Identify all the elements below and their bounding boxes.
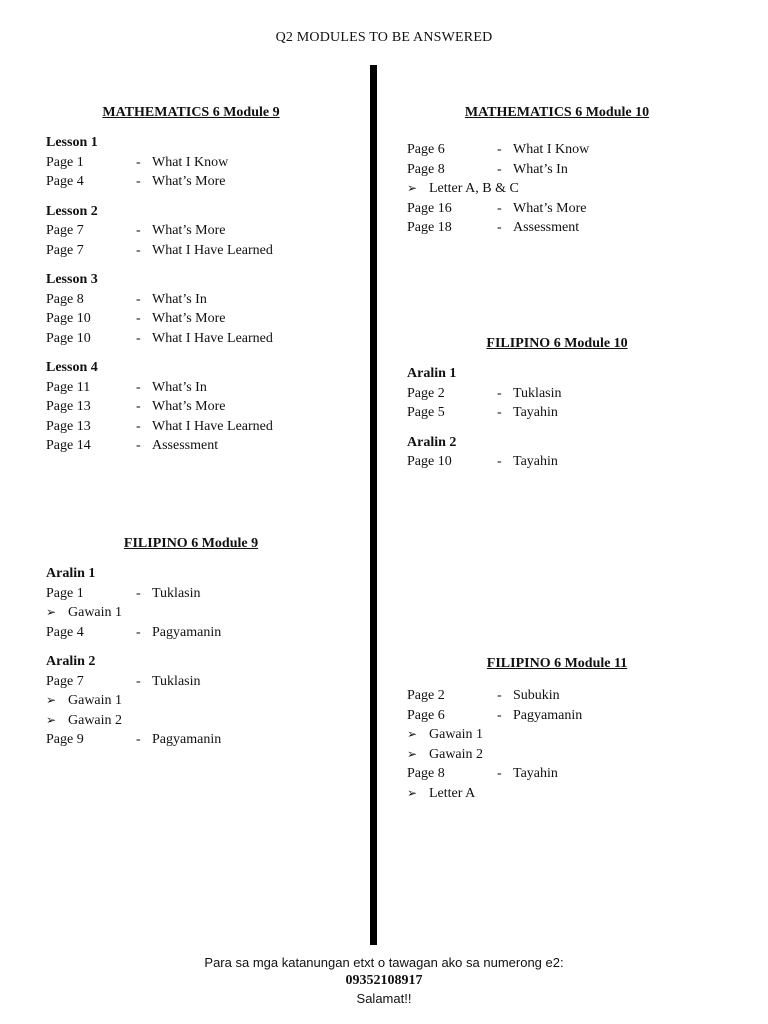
activity-name: What I Have Learned [152,242,273,258]
filipino-module-10-section [407,336,707,472]
page-row [46,153,336,173]
vertical-divider [370,65,377,945]
activity-name: What’s More [152,399,226,414]
page-number: Page 10 [407,454,452,469]
dash-bullet: - [497,220,502,235]
page-number: Page 2 [407,688,445,703]
sub-item-label: Letter A, B & C [429,181,519,196]
page-row [407,452,707,472]
page-number: Page 13 [46,418,91,434]
dash-bullet: - [497,688,502,703]
page-row [46,417,336,437]
sub-item-label: Gawain 2 [429,746,484,762]
activity-name: What I Know [513,142,590,157]
section-title: MATHEMATICS 6 Module 9 [102,105,280,120]
sub-item-label: Gawain 1 [429,727,484,742]
page-number: Page 6 [407,142,445,157]
page-number: Page 4 [46,624,84,640]
dash-bullet: - [136,311,141,326]
math-module-10-section [407,105,707,238]
page-row [407,218,707,238]
activity-name: Subukin [513,688,560,703]
arrow-bullet-icon: ➢ [407,727,418,741]
activity-name: What’s More [152,311,226,326]
thanks-note: Salamat!! [356,991,412,1006]
arrow-bullet-icon: ➢ [407,746,418,761]
activity-name: Tuklasin [152,673,201,689]
group-block [407,364,707,423]
page-title: Q2 MODULES TO BE ANSWERED [275,30,493,45]
group-block [46,202,336,261]
page-number: Page 1 [46,585,84,601]
activity-name: What I Know [152,154,229,170]
sub-item-label: Gawain 1 [68,693,123,708]
page-row [46,221,336,241]
page-number: Page 7 [46,242,84,258]
dash-bullet: - [136,174,141,189]
aralin-list [46,564,336,750]
page-row [46,309,336,329]
group-block [407,433,707,472]
group-title: Lesson 3 [46,272,98,287]
group-title: Lesson 1 [46,135,98,150]
activity-name: Assessment [152,438,219,453]
dash-bullet: - [497,766,502,781]
group-title: Aralin 1 [407,366,457,381]
arrow-bullet-icon: ➢ [46,712,57,727]
arrow-bullet-icon: ➢ [46,693,57,707]
sub-item-label: Gawain 2 [68,712,123,728]
page-row [46,241,336,261]
dash-bullet: - [136,585,141,601]
activity-name: What’s In [513,161,568,177]
activity-name: Tayahin [513,766,558,781]
dash-bullet: - [136,330,141,346]
dash-bullet: - [136,223,141,238]
page-row [407,403,707,423]
page-row [407,199,707,219]
page-number: Page 18 [407,220,452,235]
page-row [407,384,707,404]
page-number: Page 4 [46,174,84,189]
activity-name: Assessment [513,220,580,235]
group-block [407,686,707,803]
activity-name: Pagyamanin [152,624,222,640]
group-title: Lesson 2 [46,203,98,219]
page-number: Page 9 [46,732,84,747]
dash-bullet: - [497,161,502,177]
dash-bullet: - [497,385,502,401]
dash-bullet: - [136,154,141,170]
arrow-bullet-icon: ➢ [407,181,418,195]
page-row [46,623,336,643]
activity-name: Tayahin [513,405,558,420]
sub-item [407,745,707,765]
aralin-list [407,364,707,472]
group-block [46,564,336,642]
page-list [407,686,707,803]
page-number: Page 8 [407,161,445,177]
page-number: Page 1 [46,154,84,170]
dash-bullet: - [136,379,141,395]
page-number: Page 8 [407,766,445,781]
dash-bullet: - [136,673,141,689]
activity-name: What’s More [152,223,226,238]
group-block [46,358,336,456]
page-number: Page 13 [46,399,91,414]
math-module-9-section [46,105,336,456]
activity-name: What’s In [152,291,207,307]
sub-item-label: Letter A [429,785,476,801]
dash-bullet: - [497,405,502,420]
section-title: FILIPINO 6 Module 10 [486,336,628,351]
group-block [46,270,336,348]
dash-bullet: - [136,624,141,640]
dash-bullet: - [136,242,141,258]
activity-name: What I Have Learned [152,330,273,346]
activity-name: What’s In [152,379,207,395]
arrow-bullet-icon: ➢ [46,605,57,619]
activity-name: What’s More [513,200,587,216]
sub-item [46,691,336,711]
footer [0,954,768,1008]
lesson-list [46,133,336,456]
page-number: Page 14 [46,438,91,453]
filipino-module-11-section [407,656,707,803]
page-row [407,160,707,180]
dash-bullet: - [136,291,141,307]
contact-note: Para sa mga katanungan etxt o tawagan ako sa numerong e2: [204,955,564,970]
activity-name: Tayahin [513,454,558,469]
activity-name: Pagyamanin [513,707,583,723]
page-list [407,140,707,238]
page-number: Page 11 [46,379,91,395]
page-row [407,140,707,160]
page-number: Page 7 [46,223,84,238]
dash-bullet: - [497,454,502,469]
page-row [46,290,336,310]
section-title: FILIPINO 6 Module 9 [123,536,259,551]
page-row [46,672,336,692]
dash-bullet: - [497,142,502,157]
section-title: FILIPINO 6 Module 11 [486,656,628,671]
activity-name: What’s More [152,174,226,189]
page-number: Page 2 [407,385,445,401]
dash-bullet: - [136,418,141,434]
activity-name: Pagyamanin [152,732,222,747]
sub-item [407,725,707,745]
group-title: Aralin 1 [46,566,96,581]
dash-bullet: - [136,732,141,747]
page-row [407,764,707,784]
dash-bullet: - [136,438,141,453]
sub-item-label: Gawain 1 [68,605,123,620]
page-number: Page 6 [407,707,445,723]
page-number: Page 8 [46,291,84,307]
page-row [46,730,336,750]
sub-item [407,179,707,199]
group-title: Aralin 2 [407,434,457,450]
arrow-bullet-icon: ➢ [407,785,418,800]
page-number: Page 10 [46,330,91,346]
dash-bullet: - [497,200,502,216]
group-title: Lesson 4 [46,360,98,375]
page-number: Page 16 [407,200,452,216]
page-row [46,172,336,192]
sub-item [407,784,707,804]
page-number: Page 7 [46,673,84,689]
dash-bullet: - [136,399,141,414]
phone-number: 09352108917 [345,973,423,988]
filipino-module-9-section [46,536,336,750]
page-number: Page 10 [46,311,91,326]
group-block [407,140,707,238]
activity-name: Tuklasin [513,385,562,401]
sub-item [46,711,336,731]
section-title: MATHEMATICS 6 Module 10 [464,105,650,120]
page-number: Page 5 [407,405,445,420]
page-row [46,397,336,417]
group-title: Aralin 2 [46,654,96,669]
activity-name: What I Have Learned [152,418,273,434]
page-row [407,686,707,706]
page-row [46,436,336,456]
group-block [46,652,336,750]
page-row [46,378,336,398]
sub-item [46,603,336,623]
dash-bullet: - [497,707,502,723]
group-block [46,133,336,192]
page-row [46,584,336,604]
activity-name: Tuklasin [152,585,201,601]
page-row [407,706,707,726]
page-row [46,329,336,349]
